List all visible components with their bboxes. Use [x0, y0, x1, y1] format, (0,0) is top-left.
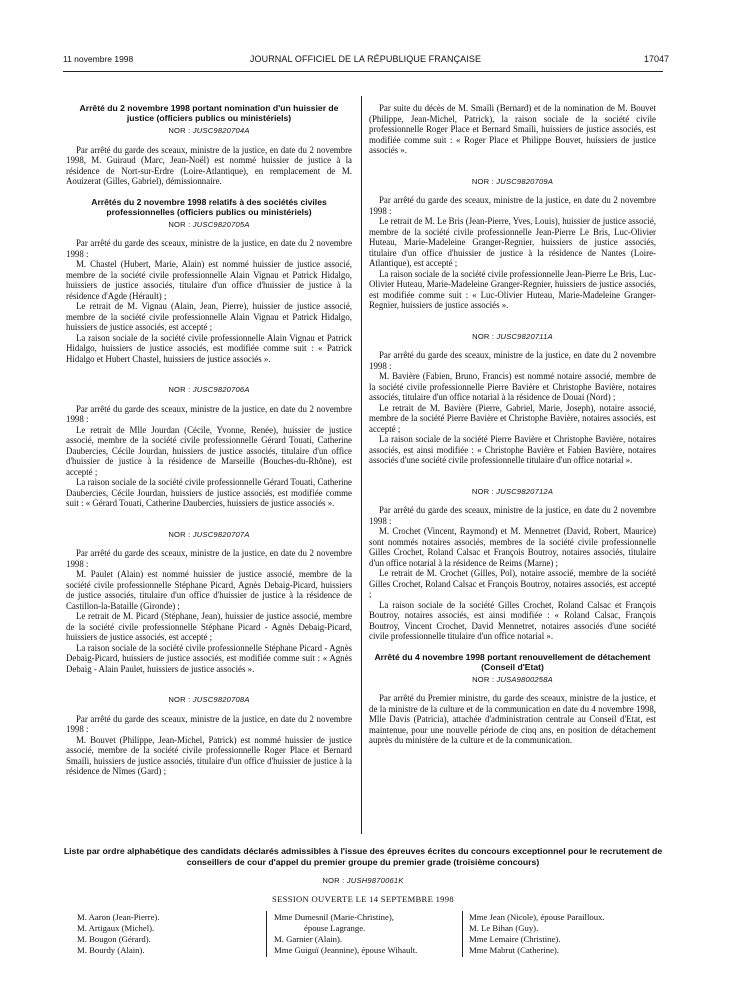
paragraph: Par arrêté du garde des sceaux, ministre de la justice, en date du 2 novembre 1998 : — [369, 195, 656, 216]
paragraph: Par arrêté du garde des sceaux, ministre de la justice, en date du 2 novembre 1998 : — [369, 350, 656, 371]
nor-reference: NOR : JUSC9820704A — [168, 126, 250, 135]
paragraph: La raison sociale de la société Pierre Bavière et Christophe Bavière, notaires associés, est ainsi modifiée : « Christophe Bavière et Fabien Bavière, notaires associés d'une société civile professionnelle titulaire d'un office notarial ». — [369, 434, 656, 465]
journal-title: JOURNAL OFFICIEL DE LA RÉPUBLIQUE FRANÇAISE — [249, 54, 482, 64]
paragraph: Par arrêté du garde des sceaux, ministre de la justice, en date du 2 novembre 1998 : — [66, 713, 352, 734]
paragraph: Par arrêté du garde des sceaux, ministre de la justice, en date du 2 novembre 1998, M. Guiraud (Marc, Jean-Noël) est nommé huissier de justice à la résidence de Nort-sur-Erdre (Loire-Atlantique), en remplacement de M. Aouizerat (Gilles, Gabriel), démissionnaire. — [66, 144, 352, 186]
paragraph: La raison sociale de la société civile professionnelle Gérard Touati, Catherine Daubercies, Cécile Jourdan, huissiers de justice associés, est modifiée comme suit : « Gérard Touati, Catherine Daubercies, huissiers de justice associés ». — [66, 477, 352, 508]
list-item: Mme Mabrut (Catherine). — [469, 945, 559, 955]
list-item: Mme Jean (Nicole), épouse Parailloux. — [469, 912, 605, 922]
paragraph: Par arrêté du garde des sceaux, ministre de la justice, en date du 2 novembre 1998 : — [66, 238, 352, 259]
paragraph: Par arrêté du garde des sceaux, ministre de la justice, en date du 2 novembre 1998 : — [66, 403, 352, 424]
nor-reference: NOR : JUSC9820708A — [168, 695, 250, 704]
nor-reference: NOR : JUSC9820707A — [168, 529, 250, 539]
list-item: Mme Dumesnil (Marie-Christine), — [274, 912, 394, 922]
nor-reference: NOR : JUSC9820709A — [471, 176, 554, 186]
issue-date: 11 novembre 1998 — [63, 54, 134, 64]
list-item: Mme Guiguï (Jeannine), épouse Wihault. — [274, 945, 418, 955]
paragraph: Le retrait de M. Vignau (Alain, Jean, Pierre), huissier de justice associé, membre de la société civile professionnelle Alain Vignau et Patrick Hidalgo, huissiers de justice associés, est accepté ; — [66, 301, 352, 332]
nor-reference: NOR : JUSA9800258A — [472, 674, 553, 684]
list-title: Liste par ordre alphabétique des candidats déclarés admissibles à l'issue des épreuves écrites du concours exceptionnel pour le recrutement de conseillers de cour d'appel du premier groupe du premier grade (troisième concours) — [63, 846, 663, 867]
paragraph: Par arrêté du garde des sceaux, ministre de la justice, en date du 2 novembre 1998 : — [369, 505, 656, 526]
list-item: M. Bourdy (Alain). — [77, 945, 145, 955]
paragraph: Le retrait de M. Crochet (Gilles, Pol), notaire associé, membre de la société Gilles Crochet, Roland Calsac et François Boutroy, notaires associés, est accepté ; — [369, 568, 656, 599]
article-title: Arrêté du 4 novembre 1998 portant renouvellement de détachement (Conseil d'Etat) — [374, 651, 651, 672]
left-column — [66, 103, 352, 777]
paragraph: La raison sociale de la société civile professionnelle Jean-Pierre Le Bris, Luc-Olivier Huteau, Marie-Madeleine Granger-Regnier, huissiers de justice associés, est modifiée comme suit : « Luc-Olivier Huteau, Marie-Madeleine Granger-Regnier, huissiers de justice associés ». — [369, 268, 656, 310]
list-item: épouse Lagrange. — [304, 923, 366, 933]
session-heading: SESSION OUVERTE LE 14 SEPTEMBRE 1998 — [272, 894, 454, 904]
paragraph: M. Bouvet (Philippe, Jean-Michel, Patrick) est nommé huissier de justice associé, membre de la société civile professionnelle Roger Place et Bernard Smaïli, huissiers de justice associés, titulaire d'un office d'huissier de justice à la résidence de Nîmes (Gard) ; — [66, 734, 352, 776]
right-column — [369, 103, 656, 746]
paragraph: M. Paulet (Alain) est nommé huissier de justice associé, membre de la société civile professionnelle Stéphane Picard, Agnès Debaig-Picard, huissiers de justice associés, titulaire d'un office d'huissier de justice à la résidence de Castillon-la-Bataille (Gironde) ; — [66, 569, 352, 611]
paragraph: Par suite du décès de M. Smaïli (Bernard) et de la nomination de M. Bouvet (Philippe, Jean-Michel, Patrick), la raison sociale de la société civile professionnelle Roger Place et Bernard Smaïli, huissiers de justice associés, est modifiée comme suit : « Roger Place et Philippe Bouvet, huissiers de justice associés ». — [369, 103, 656, 155]
paragraph: M. Crochet (Vincent, Raymond) et M. Mennetret (David, Robert, Maurice) sont nommés notaires associés, membres de la société civile professionnelle Gilles Crochet, Roland Calsac et François Boutroy, notaires associés, titulaire d'un office notarial à la résidence de Reims (Marne) ; — [369, 526, 656, 568]
list-divider — [266, 911, 267, 957]
list-item: M. Aaron (Jean-Pierre). — [77, 912, 160, 922]
candidate-list-column — [274, 912, 464, 956]
candidate-list-column — [77, 912, 267, 956]
page-number: 17047 — [643, 54, 669, 64]
list-divider — [462, 911, 463, 957]
list-item: M. Le Bihan (Guy). — [469, 923, 539, 933]
list-item: M. Bougon (Gérard). — [77, 934, 151, 944]
paragraph: Par arrêté du Premier ministre, du garde des sceaux, ministre de la justice, et de la ministre de la culture et de la communication en date du 4 novembre 1998, Mlle Davis (Patricia), attachée d'administration centrale au Conseil d'Etat, est maintenue, pour une nouvelle période de cinq ans, en position de détachement auprès du ministère de la culture et de la communication. — [369, 693, 656, 745]
paragraph: Le retrait de M. Bavière (Pierre, Gabriel, Marie, Joseph), notaire associé, membre de la société Pierre Bavière et Christophe Bavière, notaires associés, est accepté ; — [369, 402, 656, 434]
list-item: M. Garnier (Alain). — [274, 934, 343, 944]
nor-reference: NOR : JUSC9820712A — [471, 486, 554, 496]
list-item: M. Artigaux (Michel). — [77, 923, 155, 933]
paragraph: Le retrait de Mlle Jourdan (Cécile, Yvonne, Renée), huissier de justice associé, membre de la société civile professionnelle Gérard Touati, Catherine Daubercies, Cécile Jourdan, huissiers de justice associés, titulaire d'un office d'huissier de justice à la résidence de Marseille (Bouches-du-Rhône), est accepté ; — [66, 424, 352, 477]
nor-reference: NOR : JUSC9820705A — [168, 219, 250, 229]
paragraph: M. Bavière (Fabien, Bruno, Francis) est nommé notaire associé, membre de la société civile professionnelle Pierre Bavière et Christophe Bavière, notaires associés, titulaire d'un office notarial à la résidence de Douai (Nord) ; — [369, 371, 656, 402]
column-divider — [361, 96, 362, 834]
header-rule — [63, 71, 663, 72]
nor-reference: NOR : JUSH9870061K — [322, 876, 404, 885]
article-title: Arrêtés du 2 novembre 1998 relatifs à des sociétés civiles professionnelles (officiers publics ou ministériels) — [91, 196, 327, 217]
paragraph: Le retrait de M. Le Bris (Jean-Pierre, Yves, Louis), huissier de justice associé, membre de la société civile professionnelle Jean-Pierre Le Bris, Luc-Olivier Huteau, Marie-Madeleine Granger-Regnier, huissiers de justice associés, titulaire d'un office d'huissier de justice à la résidence de Nantes (Loire-Atlantique), est accepté ; — [369, 216, 656, 268]
paragraph: La raison sociale de la société civile professionnelle Stéphane Picard - Agnès Debaig-Picard, huissiers de justice associés, est modifiée comme suit : « Agnès Debaig - Alain Paulet, huissiers de justice associés ». — [66, 642, 352, 674]
paragraph: Le retrait de M. Picard (Stéphane, Jean), huissier de justice associé, membre de la société civile professionnelle Stéphane Picard - Agnès Debaig-Picard, huissiers de justice associés, est accepté ; — [66, 611, 352, 642]
paragraph: Par arrêté du garde des sceaux, ministre de la justice, en date du 2 novembre 1998 : — [66, 548, 352, 569]
nor-reference: NOR : JUSC9820711A — [472, 331, 553, 341]
page-header — [0, 54, 731, 68]
candidate-list-column — [469, 912, 659, 956]
paragraph: La raison sociale de la société civile professionnelle Alain Vignau et Patrick Hidalgo, huissiers de justice associés, est modifiée comme suit : « Patrick Hidalgo et Hubert Chastel, huissiers de justice associés ». — [66, 332, 352, 364]
list-item: Mme Lemaire (Christine). — [469, 934, 561, 944]
nor-reference: NOR : JUSC9820706A — [168, 385, 250, 394]
article-title: Arrêté du 2 novembre 1998 portant nomination d'un huissier de justice (officiers publics ou ministériels) — [79, 103, 339, 123]
paragraph: M. Chastel (Hubert, Marie, Alain) est nommé huissier de justice associé, membre de la société civile professionnelle Alain Vignau et Patrick Hidalgo, huissiers de justice associés, titulaire d'un office d'huissier de justice à la résidence d'Agde (Hérault) ; — [66, 259, 352, 301]
paragraph: La raison sociale de la société Gilles Crochet, Roland Calsac et François Boutroy, notaires associés, est ainsi modifiée : « Roland Calsac, François Boutroy, Vincent Crochet, David Mennetret, notaires associés d'une société civile professionnelle titulaire d'un office notarial ». — [369, 599, 656, 641]
